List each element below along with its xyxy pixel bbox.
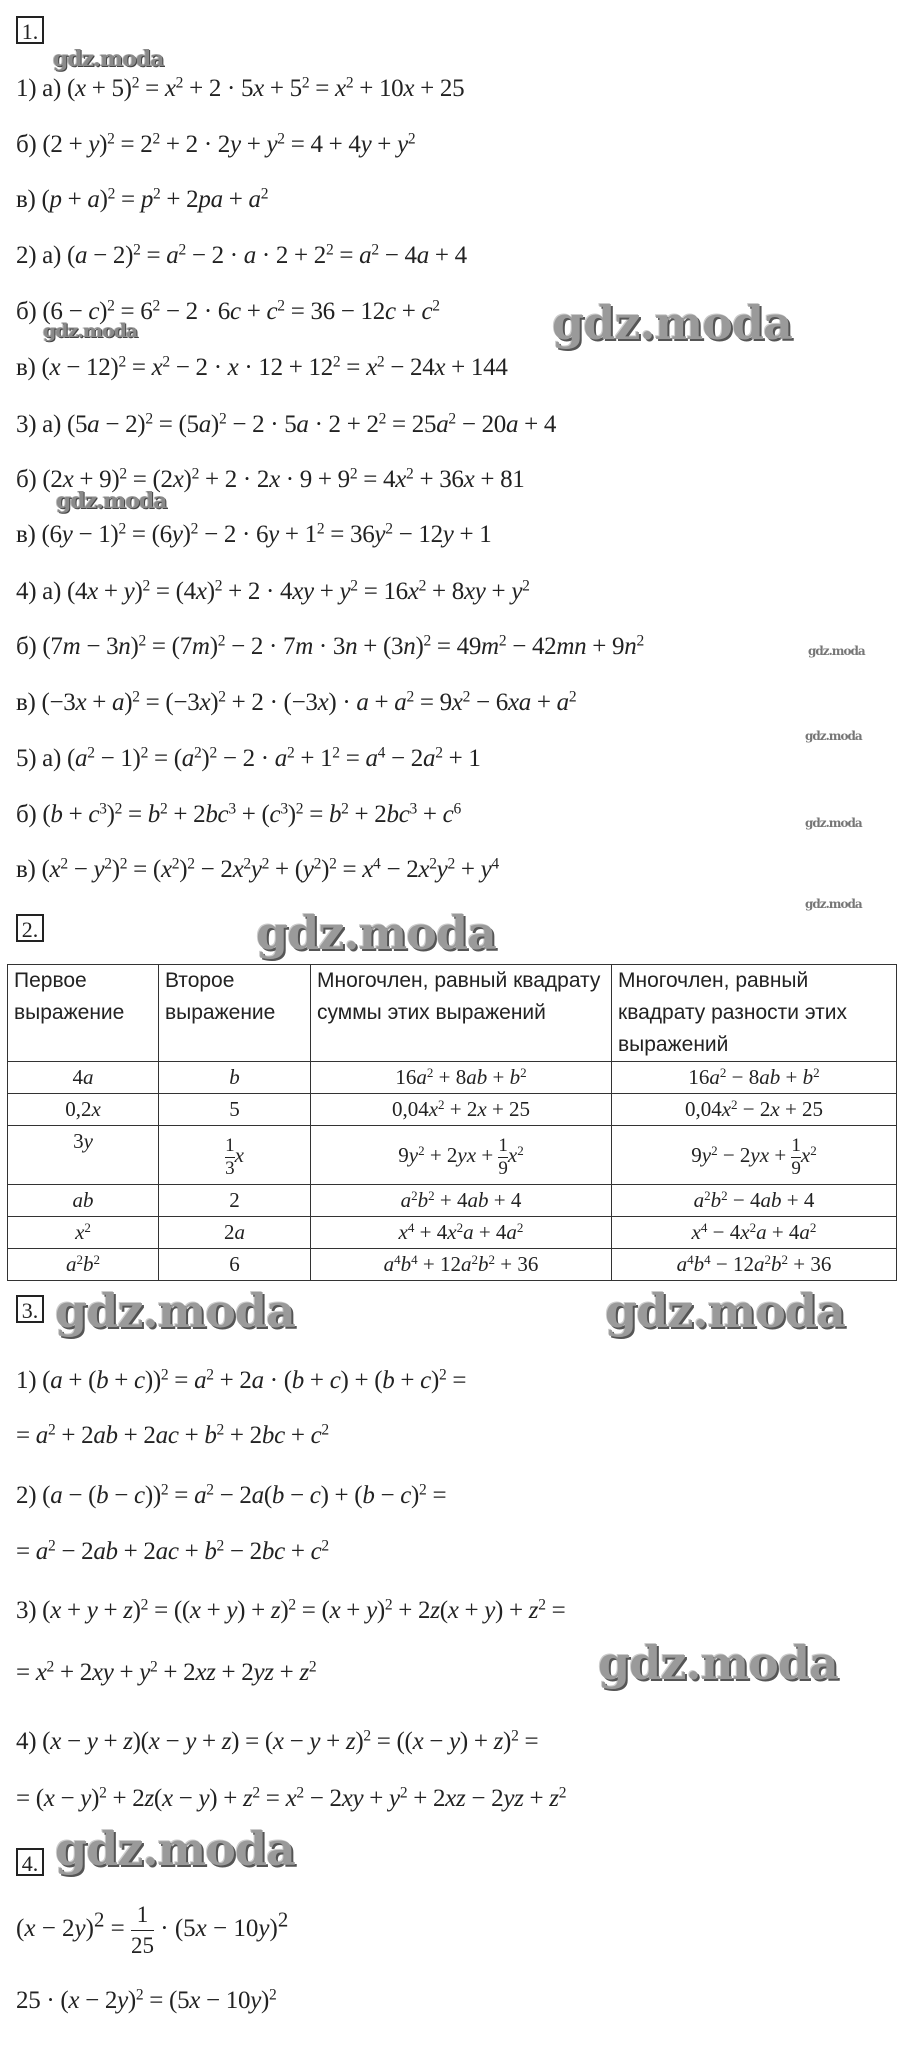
- table-cell: 5: [159, 1094, 311, 1126]
- table-cell: $a^2b^2 - 4ab + 4$: [612, 1185, 897, 1217]
- numerator: 1: [791, 1134, 801, 1156]
- table-cell: 3y: [8, 1126, 159, 1185]
- equation-line: б) $(2x + 9)^2 = (2x)^2 + 2 \cdot 2x \cdot 9 + 9^2 = 4x^2 + 36x + 81$: [16, 465, 525, 493]
- watermark: gdz.moda: [605, 1284, 845, 1338]
- table-cell: $0,04x^2 - 2x + 25$: [612, 1094, 897, 1126]
- numerator: 1: [498, 1134, 508, 1156]
- table-cell: [159, 1126, 311, 1185]
- table-cell: $a^4b^4 - 12a^2b^2 + 36$: [612, 1249, 897, 1281]
- watermark: gdz.moda: [256, 906, 496, 960]
- denominator: 9: [498, 1157, 508, 1179]
- expression-prefix: $9y^2 + 2yx$ +: [398, 1142, 499, 1167]
- table-cell: $a^4b^4 + 12a^2b^2 + 36$: [311, 1249, 612, 1281]
- equation-line: = $x^2 + 2xy + y^2 + 2xz + 2yz + z^2$: [16, 1658, 317, 1686]
- denominator: 25: [131, 1930, 154, 1961]
- fraction: [225, 1135, 235, 1180]
- equation-line: в) $(-3x + a)^2 = (-3x)^2 + 2 \cdot (-3x) \cdot a + a^2 = 9x^2 - 6xa + a^2$: [16, 688, 577, 716]
- table-row: [8, 1062, 897, 1094]
- equation-line: в) $(x^2 - y^2)^2 = (x^2)^2 - 2x^2y^2 + (y^2)^2 = x^4 - 2x^2y^2 + y^4$: [16, 855, 499, 883]
- equation-line: б) $(b + c^3)^2 = b^2 + 2bc^3 + (c^3)^2 = b^2 + 2bc^3 + c^6$: [16, 800, 461, 828]
- fraction-suffix: x: [234, 1143, 244, 1167]
- equation-line: б) $(6 - c)^2 = 6^2 - 2 \cdot 6c + c^2 = 36 - 12c + c^2$: [16, 297, 440, 325]
- equation-line: = $a^2 - 2ab + 2ac + b^2 - 2bc + c^2$: [16, 1537, 329, 1565]
- expression-suffix: · $(5x - 10y)^2$: [154, 1907, 289, 1943]
- table-cell: b: [159, 1062, 311, 1094]
- watermark: gdz.moda: [43, 320, 138, 342]
- fraction-suffix: $x^2$: [800, 1142, 817, 1167]
- watermark: gdz.moda: [55, 1822, 295, 1876]
- numerator: 1: [136, 1902, 149, 1927]
- equation-line: [16, 1900, 288, 1961]
- equation-line: 4) а) $(4x + y)^2 = (4x)^2 + 2 \cdot 4xy + y^2 = 16x^2 + 8xy + y^2$: [16, 577, 530, 605]
- task-number-1: 1.: [16, 16, 44, 44]
- equation-line: 1) $(a + (b + c))^2 = a^2 + 2a \cdot (b + c) + (b + c)^2$ =: [16, 1366, 467, 1394]
- equation-line: б) $(7m - 3n)^2 = (7m)^2 - 2 \cdot 7m \cdot 3n + (3n)^2 = 49m^2 - 42mn + 9n^2$: [16, 632, 644, 660]
- table-cell: 0,2x: [8, 1094, 159, 1126]
- equation-line: 1) а) $(x + 5)^2 = x^2 + 2 \cdot 5x + 5^2 = x^2 + 10x + 25$: [16, 74, 465, 102]
- equation-line: 3) $(x + y + z)^2 = ((x + y) + z)^2 = (x + y)^2 + 2z(x + y) + z^2$ =: [16, 1596, 566, 1624]
- equation-line: 4) $(x - y + z)(x - y + z) = (x - y + z)^2 = ((x - y) + z)^2$ =: [16, 1727, 539, 1755]
- watermark: gdz.moda: [805, 816, 862, 830]
- table-cell: $a^2b^2 + 4ab + 4$: [311, 1185, 612, 1217]
- equation-line: $25 \cdot (x - 2y)^2 = (5x - 10y)^2$: [16, 1986, 277, 2014]
- table-row: [8, 1094, 897, 1126]
- table-cell: $a^2b^2$: [8, 1249, 159, 1281]
- header-first-expression: Первое выражение: [8, 965, 159, 1062]
- watermark: gdz.moda: [808, 644, 865, 658]
- table-row: [8, 1185, 897, 1217]
- equation-line: в) $(p + a)^2 = p^2 + 2pa + a^2$: [16, 185, 269, 213]
- task-number-4: 4.: [16, 1848, 44, 1876]
- table-cell: 2: [159, 1185, 311, 1217]
- equation-line: в) $(6y - 1)^2 = (6y)^2 - 2 \cdot 6y + 1^2 = 36y^2 - 12y + 1$: [16, 520, 492, 548]
- header-square-of-difference: Многочлен, равный квадрату разности этих выражений: [612, 965, 897, 1062]
- table-row: [8, 1249, 897, 1281]
- expression-prefix: $9y^2 - 2yx$ +: [691, 1142, 792, 1167]
- watermark: gdz.moda: [552, 296, 792, 350]
- header-square-of-sum: Многочлен, равный квадрату суммы этих выражений: [311, 965, 612, 1062]
- watermark: gdz.moda: [55, 1284, 295, 1338]
- expression-prefix: $(x - 2y)^2$ =: [16, 1907, 132, 1943]
- table-cell: $16a^2 - 8ab + b^2$: [612, 1062, 897, 1094]
- numerator: 1: [225, 1134, 235, 1156]
- table-header-row: [8, 965, 897, 1062]
- denominator: 9: [791, 1157, 801, 1179]
- fraction: [131, 1900, 154, 1961]
- denominator: 3: [225, 1157, 235, 1179]
- equation-line: б) $(2 + y)^2 = 2^2 + 2 \cdot 2y + y^2 = 4 + 4y + y^2$: [16, 130, 416, 158]
- fraction: [498, 1135, 508, 1180]
- equation-line: 5) а) $(a^2 - 1)^2 = (a^2)^2 - 2 \cdot a^2 + 1^2 = a^4 - 2a^2 + 1$: [16, 744, 481, 772]
- fraction-suffix: $x^2$: [507, 1142, 524, 1167]
- expressions-table: [7, 964, 897, 1281]
- task-number-2: 2.: [16, 914, 44, 942]
- table-cell: 6: [159, 1249, 311, 1281]
- table-row: [8, 1217, 897, 1249]
- table-cell: 4a: [8, 1062, 159, 1094]
- watermark: gdz.moda: [56, 488, 167, 514]
- equation-line: = $(x - y)^2 + 2z(x - y) + z^2 = x^2 - 2xy + y^2 + 2xz - 2yz + z^2$: [16, 1784, 567, 1812]
- table-cell: 2a: [159, 1217, 311, 1249]
- watermark: gdz.moda: [805, 729, 862, 743]
- equation-line: в) $(x - 12)^2 = x^2 - 2 \cdot x \cdot 12 + 12^2 = x^2 - 24x + 144$: [16, 353, 508, 381]
- watermark: gdz.moda: [805, 897, 862, 911]
- equation-line: 2) $(a - (b - c))^2 = a^2 - 2a(b - c) + (b - c)^2$ =: [16, 1481, 447, 1509]
- table-cell: [612, 1126, 897, 1185]
- header-second-expression: Второе выражение: [159, 965, 311, 1062]
- table-cell: $0,04x^2 + 2x + 25$: [311, 1094, 612, 1126]
- equation-line: 2) а) $(a - 2)^2 = a^2 - 2 \cdot a \cdot 2 + 2^2 = a^2 - 4a + 4$: [16, 241, 467, 269]
- table-cell: $x^4 - 4x^2a + 4a^2$: [612, 1217, 897, 1249]
- watermark: gdz.moda: [598, 1636, 838, 1690]
- equation-line: = $a^2 + 2ab + 2ac + b^2 + 2bc + c^2$: [16, 1421, 329, 1449]
- equation-line: 3) а) $(5a - 2)^2 = (5a)^2 - 2 \cdot 5a \cdot 2 + 2^2 = 25a^2 - 20a + 4$: [16, 410, 557, 438]
- table-cell: $x^2$: [8, 1217, 159, 1249]
- table-cell: [311, 1126, 612, 1185]
- table-cell: $16a^2 + 8ab + b^2$: [311, 1062, 612, 1094]
- task-number-3: 3.: [16, 1295, 44, 1323]
- watermark: gdz.moda: [53, 46, 164, 72]
- fraction: [791, 1135, 801, 1180]
- table-cell: ab: [8, 1185, 159, 1217]
- table-cell: $x^4 + 4x^2a + 4a^2$: [311, 1217, 612, 1249]
- table-row: [8, 1126, 897, 1185]
